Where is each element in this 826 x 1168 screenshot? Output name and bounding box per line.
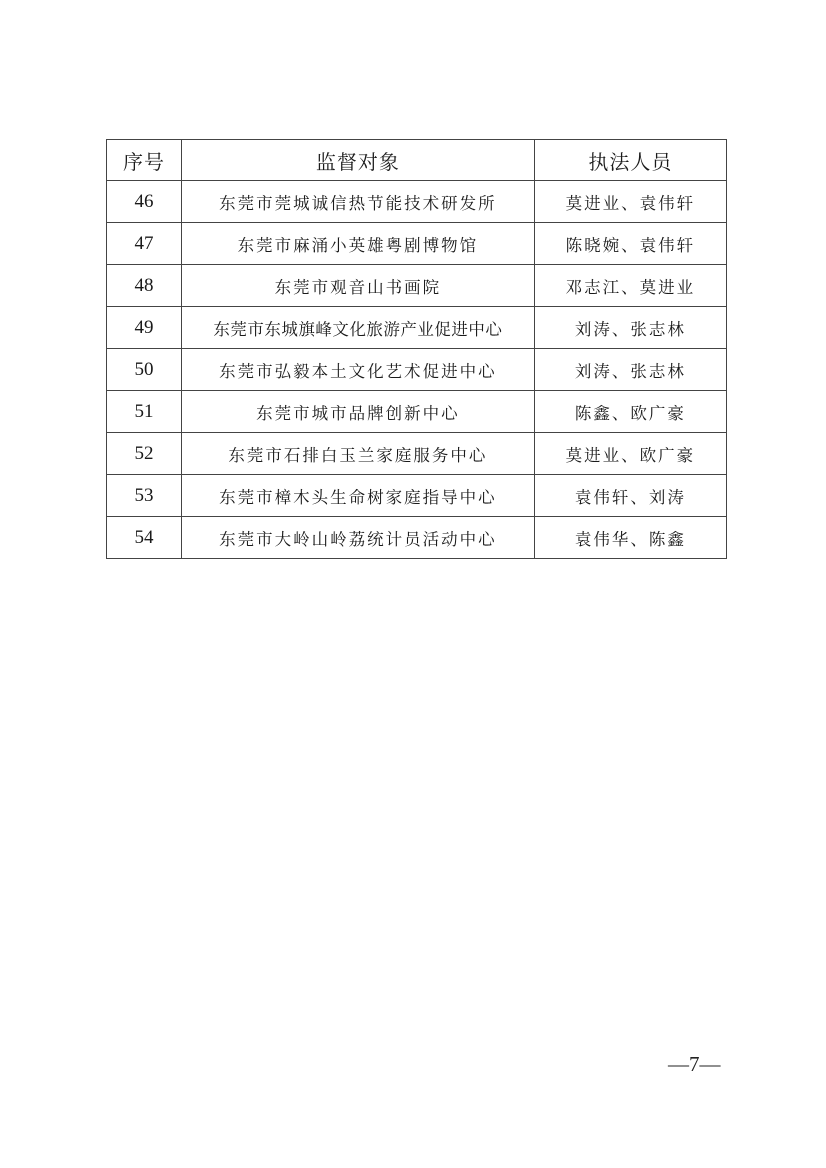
table-row: [107, 265, 727, 307]
row-seq: 46: [107, 181, 182, 223]
row-officers: 莫进业、欧广豪: [534, 433, 726, 475]
row-target: 东莞市城市品牌创新中心: [182, 391, 535, 433]
row-target: 东莞市麻涌小英雄粤剧博物馆: [182, 223, 535, 265]
table-row: [107, 433, 727, 475]
table-row: [107, 307, 727, 349]
row-seq: 52: [107, 433, 182, 475]
row-target: 东莞市石排白玉兰家庭服务中心: [182, 433, 535, 475]
table-header-row: [107, 140, 727, 181]
row-seq: 49: [107, 307, 182, 349]
supervision-table: [106, 139, 727, 559]
header-officers: 执法人员: [534, 140, 726, 181]
row-seq: 50: [107, 349, 182, 391]
row-seq: 54: [107, 517, 182, 559]
page-number: —7—: [668, 1052, 721, 1076]
row-officers: 陈鑫、欧广豪: [534, 391, 726, 433]
row-officers: 袁伟华、陈鑫: [534, 517, 726, 559]
row-target: 东莞市东城旗峰文化旅游产业促进中心: [182, 307, 535, 349]
header-seq: 序号: [107, 140, 182, 181]
table-row: [107, 223, 727, 265]
row-target: 东莞市莞城诚信热节能技术研发所: [182, 181, 535, 223]
row-target: 东莞市樟木头生命树家庭指导中心: [182, 475, 535, 517]
row-officers: 莫进业、袁伟轩: [534, 181, 726, 223]
table-row: [107, 349, 727, 391]
table-row: [107, 475, 727, 517]
row-seq: 47: [107, 223, 182, 265]
row-seq: 51: [107, 391, 182, 433]
row-officers: 袁伟轩、刘涛: [534, 475, 726, 517]
table-row: [107, 391, 727, 433]
row-officers: 陈晓婉、袁伟轩: [534, 223, 726, 265]
row-seq: 53: [107, 475, 182, 517]
row-target: 东莞市大岭山岭荔统计员活动中心: [182, 517, 535, 559]
table-row: [107, 517, 727, 559]
row-officers: 邓志江、莫进业: [534, 265, 726, 307]
row-officers: 刘涛、张志林: [534, 307, 726, 349]
header-target: 监督对象: [182, 140, 535, 181]
row-seq: 48: [107, 265, 182, 307]
table-row: [107, 181, 727, 223]
row-officers: 刘涛、张志林: [534, 349, 726, 391]
row-target: 东莞市观音山书画院: [182, 265, 535, 307]
row-target: 东莞市弘毅本土文化艺术促进中心: [182, 349, 535, 391]
